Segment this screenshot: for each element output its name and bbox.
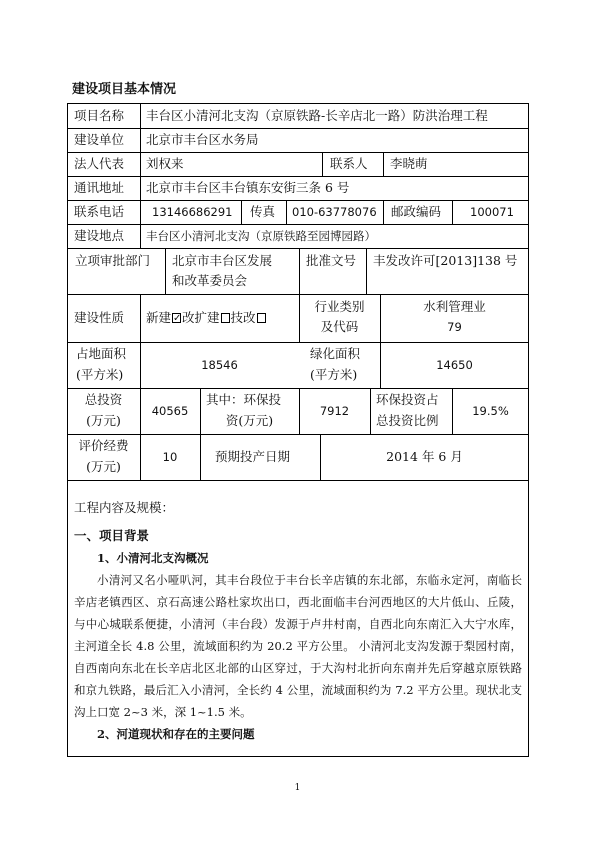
builder-value: 北京市丰台区水务局 xyxy=(146,132,259,147)
phone-label: 联系电话 xyxy=(74,204,125,219)
postcode-value: 100071 xyxy=(470,205,514,219)
col-divider xyxy=(370,388,371,434)
land-label-2: (平方米) xyxy=(76,367,124,382)
green-label-2: (平方米) xyxy=(310,367,358,382)
site-value: 丰台区小清河北支沟（京原铁路至园博园路） xyxy=(146,229,376,243)
investment-value: 40565 xyxy=(151,404,189,418)
approval-dept-line1: 北京市丰台区发展 xyxy=(172,253,273,268)
approval-doc-label: 批准文号 xyxy=(306,253,357,268)
overview-paragraph: 小清河又名小哑叭河，其丰台段位于丰台长辛店镇的东北部，东临永定河，南临长辛店老镇西区、京石高速公路杜家坎出口，西北面临丰台河西地区的大片低山、丘陵，与中心城联系便捷，小清河（丰台段）发源于卢井村南，自西北向东南汇入大宁水库，主河道全长 4.8 公里，流域面积约为 20.2 平方公里。 小清河北支沟发源于梨园村南，自西南向东北在长辛店北区北部的山区穿过，于大沟村北折向东南并先后穿越京原铁路和京九铁路，最后汇入小清河，全长约 4 公里，流域面积约为 7.2 平方公里。现状北支沟上口宽 2~3 米，深 1~1.5 米。 xyxy=(74,573,522,719)
land-value: 18546 xyxy=(201,358,238,372)
industry-label-1: 行业类别 xyxy=(314,299,365,314)
row-divider xyxy=(67,248,529,249)
approval-dept-line2: 和改革委员会 xyxy=(172,273,248,288)
nature-label: 建设性质 xyxy=(74,310,125,325)
nature-option-expand: 改扩建 xyxy=(182,310,220,325)
row-divider xyxy=(67,200,529,201)
phone-value: 13146686291 xyxy=(152,205,233,219)
page-number: 1 xyxy=(294,783,301,793)
investment-label-2: (万元) xyxy=(86,413,121,428)
env-investment-label-2: 资(万元) xyxy=(225,413,274,428)
col-divider xyxy=(322,152,323,176)
project-name-label: 项目名称 xyxy=(74,108,125,123)
row-divider xyxy=(67,176,529,177)
builder-label: 建设单位 xyxy=(74,132,125,147)
new-checkbox[interactable] xyxy=(172,313,181,323)
row-divider xyxy=(67,342,529,343)
env-investment-label-1: 其中：环保投 xyxy=(206,392,282,407)
green-label-1: 绿化面积 xyxy=(310,346,361,361)
col-divider xyxy=(366,248,367,294)
section-title: 建设项目基本情况 xyxy=(72,82,177,97)
date-value: 2014 年 6 月 xyxy=(386,449,463,464)
row-divider xyxy=(67,224,529,225)
expand-checkbox[interactable] xyxy=(221,313,230,323)
content-section xyxy=(74,497,522,745)
address-label: 通讯地址 xyxy=(74,180,125,195)
project-name-value: 丰台区小清河北支沟（京原铁路-长辛店北一路）防洪治理工程 xyxy=(146,108,488,123)
approval-label: 立项审批部门 xyxy=(75,253,151,268)
address-value: 北京市丰台区丰台镇东安街三条 6 号 xyxy=(146,180,350,195)
row-divider xyxy=(67,434,529,435)
overview-heading: 1、小清河北支沟概况 xyxy=(97,551,209,565)
col-divider xyxy=(165,248,166,294)
fax-value: 010-63778076 xyxy=(292,205,377,219)
green-value: 14650 xyxy=(436,358,473,372)
eval-fee-value: 10 xyxy=(162,450,178,464)
postcode-label: 邮政编码 xyxy=(391,204,442,219)
approval-doc-value: 丰发改许可[2013]138 号 xyxy=(373,253,518,268)
industry-code: 79 xyxy=(447,320,462,334)
col-divider xyxy=(241,200,242,224)
eval-fee-label-2: (万元) xyxy=(86,459,121,474)
eval-fee-label-1: 评价经费 xyxy=(78,438,129,453)
row-divider xyxy=(67,480,529,481)
ratio-value: 19.5% xyxy=(472,404,509,418)
site-label: 建设地点 xyxy=(74,228,125,243)
issues-heading: 2、河道现状和存在的主要问题 xyxy=(97,727,255,741)
col-divider xyxy=(383,200,384,224)
env-investment-value: 7912 xyxy=(319,404,350,418)
legal-rep-label: 法人代表 xyxy=(74,156,125,171)
fax-label: 传真 xyxy=(250,204,276,219)
row-divider xyxy=(67,152,529,153)
contact-value: 李晓萌 xyxy=(390,156,428,171)
background-heading: 一、项目背景 xyxy=(74,528,150,543)
land-label-1: 占地面积 xyxy=(76,346,127,361)
nature-option-new: 新建 xyxy=(146,310,172,325)
col-divider xyxy=(452,200,453,224)
legal-rep-value: 刘权来 xyxy=(146,156,184,171)
tech-checkbox[interactable] xyxy=(257,313,266,323)
row-divider xyxy=(67,294,529,295)
industry-value: 水利管理业 xyxy=(423,299,486,314)
row-divider xyxy=(67,388,529,389)
row-divider xyxy=(67,128,529,129)
investment-label-1: 总投资 xyxy=(84,392,123,407)
content-intro: 工程内容及规模： xyxy=(74,500,175,515)
contact-label: 联系人 xyxy=(330,156,368,171)
col-divider xyxy=(140,103,141,248)
nature-options xyxy=(146,309,267,327)
industry-label-2: 及代码 xyxy=(320,319,359,334)
col-divider xyxy=(383,152,384,176)
ratio-label-2: 总投资比例 xyxy=(376,413,439,428)
col-divider xyxy=(200,388,201,480)
nature-option-tech: 技改 xyxy=(230,310,256,325)
col-divider xyxy=(299,248,300,294)
ratio-label-1: 环保投资占 xyxy=(376,392,439,407)
col-divider xyxy=(286,200,287,224)
date-label: 预期投产日期 xyxy=(215,449,291,464)
